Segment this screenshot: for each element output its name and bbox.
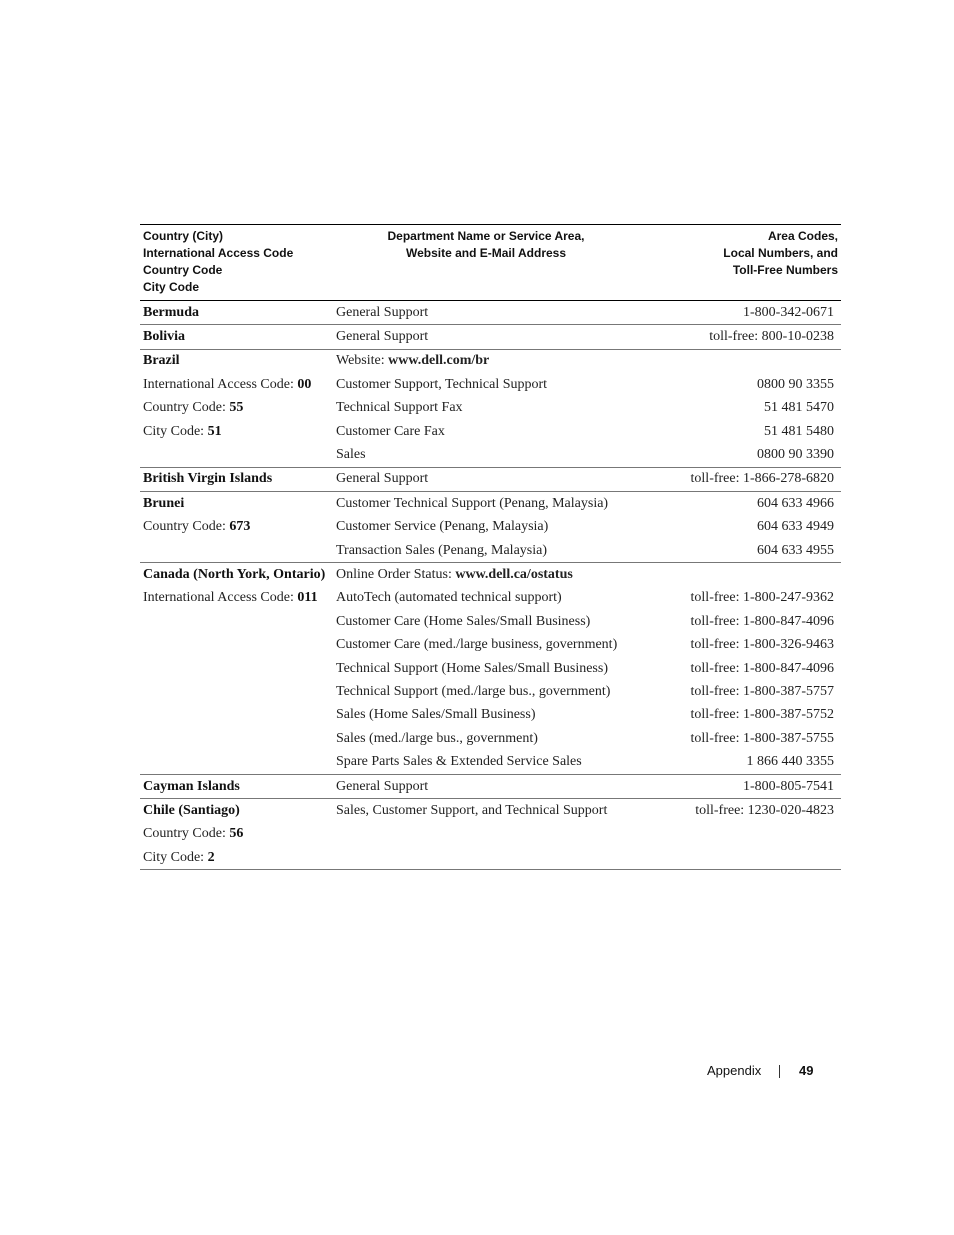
department-cell [336, 614, 656, 630]
phone-number-cell: toll-free: 1230-020-4823 [695, 802, 834, 818]
department-cell [336, 329, 656, 345]
country-cell [140, 850, 336, 866]
header-numbers-column [636, 225, 841, 300]
department-value: www.dell.com/br [388, 353, 490, 369]
phone-number-cell: toll-free: 1-800-326-9463 [690, 637, 834, 653]
country-text: Bermuda [143, 304, 199, 320]
country-cell [140, 353, 336, 369]
department-text: Technical Support (Home Sales/Small Business) [336, 660, 608, 676]
header-line: Department Name or Service Area, [387, 229, 585, 243]
phone-number-cell: 0800 90 3355 [757, 376, 834, 392]
country-group [140, 350, 841, 468]
phone-number-cell: toll-free: 1-800-387-5755 [690, 730, 834, 746]
department-text: Sales [336, 447, 366, 463]
department-cell [336, 637, 656, 653]
country-value: 011 [297, 590, 318, 606]
department-cell [336, 496, 656, 512]
department-text: Customer Support, Technical Support [336, 376, 548, 392]
phone-number-cell: toll-free: 1-800-387-5757 [690, 683, 834, 699]
table-row [140, 397, 841, 420]
table-row [140, 468, 841, 491]
page-number: 49 [799, 1063, 814, 1078]
table-row [140, 727, 841, 750]
header-line: Toll-Free Numbers [732, 263, 838, 277]
department-cell [336, 543, 656, 559]
country-value: 51 [207, 423, 222, 439]
phone-number-cell: 604 633 4966 [757, 495, 834, 511]
department-text: Customer Care (Home Sales/Small Business) [336, 613, 591, 629]
country-text: Cayman Islands [143, 778, 240, 794]
department-cell [336, 803, 656, 819]
phone-number-cell: toll-free: 1-800-847-4096 [690, 660, 834, 676]
department-text: Customer Care (med./large business, government) [336, 637, 618, 653]
department-label: Online Order Status: [336, 566, 456, 582]
phone-number-cell: 604 633 4955 [757, 542, 834, 558]
table-row [140, 633, 841, 656]
department-text: Customer Service (Penang, Malaysia) [336, 519, 549, 535]
country-group [140, 775, 841, 799]
country-text: Bolivia [143, 329, 186, 345]
country-text: Canada (North York, Ontario) [143, 566, 326, 582]
header-line: City Code [143, 280, 200, 294]
header-department-column [336, 225, 636, 300]
department-cell [336, 731, 656, 747]
country-label: International Access Code: [143, 376, 298, 392]
department-cell [336, 305, 656, 321]
department-cell [336, 707, 656, 723]
country-value: 673 [229, 519, 251, 535]
department-value: www.dell.ca/ostatus [455, 566, 573, 582]
country-cell [140, 779, 336, 795]
department-text: Technical Support Fax [336, 400, 463, 416]
header-line: Area Codes, [767, 229, 838, 243]
department-cell [336, 590, 656, 606]
department-cell [336, 661, 656, 677]
country-cell [140, 519, 336, 535]
phone-number-cell: 51 481 5470 [764, 400, 834, 416]
phone-number-cell: toll-free: 1-800-847-4096 [690, 613, 834, 629]
country-group [140, 325, 841, 349]
table-row [140, 350, 841, 373]
department-cell [336, 567, 656, 583]
country-cell [140, 377, 336, 393]
department-label: Website: [336, 353, 389, 369]
table-row [140, 799, 841, 822]
header-line: Website and E-Mail Address [405, 246, 567, 260]
phone-number-cell: 51 481 5480 [764, 423, 834, 439]
country-cell [140, 803, 336, 819]
country-cell [140, 424, 336, 440]
table-row [140, 846, 841, 869]
department-text: General Support [336, 778, 429, 794]
country-group [140, 563, 841, 775]
phone-number-cell: toll-free: 800-10-0238 [709, 329, 834, 345]
country-cell [140, 567, 336, 583]
department-text: General Support [336, 329, 429, 345]
department-text: General Support [336, 304, 429, 320]
phone-number-cell: 604 633 4949 [757, 519, 834, 535]
table-body [140, 301, 841, 870]
department-text: Sales (med./large bus., government) [336, 730, 538, 746]
table-row [140, 563, 841, 586]
country-label: Country Code: [143, 826, 230, 842]
country-label: City Code: [143, 849, 208, 865]
table-row [140, 373, 841, 396]
table-row [140, 750, 841, 773]
country-value: 55 [229, 400, 244, 416]
country-text: Chile (Santiago) [143, 802, 240, 818]
table-row [140, 325, 841, 348]
country-cell [140, 496, 336, 512]
country-group [140, 468, 841, 492]
department-text: AutoTech (automated technical support) [336, 590, 562, 606]
department-cell [336, 447, 656, 463]
department-text: Sales (Home Sales/Small Business) [336, 707, 536, 723]
country-group [140, 301, 841, 325]
department-text: Customer Technical Support (Penang, Malaysia) [336, 495, 609, 511]
department-cell [336, 519, 656, 535]
table-row [140, 587, 841, 610]
table-row [140, 516, 841, 539]
country-value: 2 [207, 849, 215, 865]
table-row [140, 775, 841, 798]
table-row [140, 420, 841, 443]
country-cell [140, 590, 336, 606]
table-row [140, 704, 841, 727]
country-cell [140, 329, 336, 345]
country-label: Country Code: [143, 519, 230, 535]
department-cell [336, 754, 656, 770]
header-line: Local Numbers, and [723, 246, 838, 260]
department-text: General Support [336, 471, 429, 487]
department-text: Technical Support (med./large bus., government) [336, 683, 611, 699]
country-cell [140, 471, 336, 487]
department-text: Customer Care Fax [336, 423, 445, 439]
phone-number-cell: 1-800-342-0671 [743, 304, 834, 320]
country-group [140, 492, 841, 563]
phone-number-cell: toll-free: 1-800-387-5752 [690, 707, 834, 723]
department-text: Spare Parts Sales & Extended Service Sales [336, 754, 582, 770]
department-cell [336, 471, 656, 487]
department-cell [336, 424, 656, 440]
country-text: Brazil [143, 353, 180, 369]
header-country-column [140, 225, 336, 300]
country-value: 56 [229, 826, 244, 842]
header-line: Country (City) [143, 229, 223, 243]
department-text: Transaction Sales (Penang, Malaysia) [336, 542, 547, 558]
table-row [140, 492, 841, 515]
department-cell [336, 779, 656, 795]
table-row [140, 823, 841, 846]
phone-number-cell: 1 866 440 3355 [746, 754, 834, 770]
country-text: British Virgin Islands [143, 471, 273, 487]
table-header [140, 225, 841, 301]
country-cell [140, 305, 336, 321]
table-row [140, 680, 841, 703]
country-value: 00 [297, 376, 312, 392]
phone-number-cell: 1-800-805-7541 [743, 778, 834, 794]
table-row [140, 610, 841, 633]
table-row [140, 539, 841, 562]
department-cell [336, 684, 656, 700]
department-text: Sales, Customer Support, and Technical Support [336, 802, 608, 818]
country-group [140, 799, 841, 870]
contact-table [140, 224, 841, 870]
header-line: International Access Code [143, 246, 294, 260]
footer-section-label: Appendix [707, 1063, 762, 1078]
footer-separator [779, 1065, 780, 1078]
department-cell [336, 400, 656, 416]
country-cell [140, 400, 336, 416]
country-text: Brunei [143, 495, 185, 511]
country-label: Country Code: [143, 400, 230, 416]
country-label: City Code: [143, 423, 208, 439]
table-row [140, 657, 841, 680]
department-cell [336, 353, 656, 369]
country-cell [140, 826, 336, 842]
phone-number-cell: 0800 90 3390 [757, 447, 834, 463]
phone-number-cell: toll-free: 1-866-278-6820 [690, 471, 834, 487]
table-row [140, 301, 841, 324]
phone-number-cell: toll-free: 1-800-247-9362 [690, 590, 834, 606]
table-row [140, 443, 841, 466]
department-cell [336, 377, 656, 393]
country-label: International Access Code: [143, 590, 298, 606]
header-line: Country Code [143, 263, 223, 277]
